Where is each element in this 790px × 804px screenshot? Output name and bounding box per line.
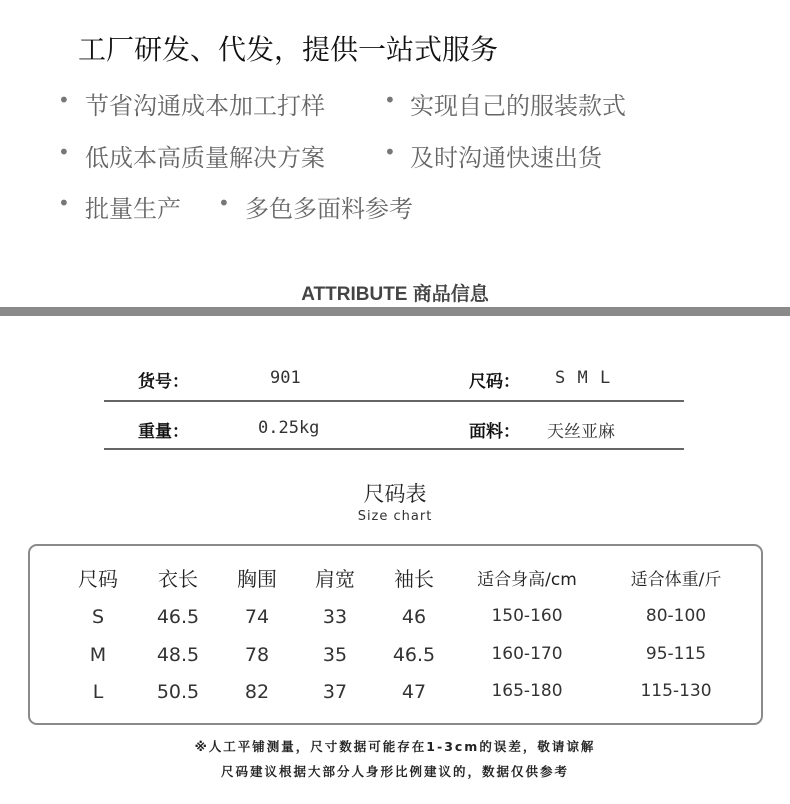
column-header: 尺码 <box>78 567 118 591</box>
size-chart-title: 尺码表 <box>363 482 427 506</box>
divider-bar <box>0 307 790 316</box>
feature-item: 多色多面料参考 <box>245 195 413 223</box>
attr-label: 货号： <box>138 372 189 392</box>
feature-item: 实现自己的服装款式 <box>410 92 626 120</box>
attr-value: 天丝亚麻 <box>547 422 615 442</box>
footnote: ※人工平铺测量，尺寸数据可能存在1-3cm的误差，敬请谅解 <box>194 739 596 754</box>
size-chart-subtitle: Size chart <box>357 509 433 524</box>
column-header: 肩宽 <box>315 567 355 591</box>
attr-value: 0.25kg <box>258 418 320 438</box>
divider-line <box>104 400 684 402</box>
feature-item: 及时沟通快速出货 <box>410 144 602 172</box>
table-cell: 80-100 <box>645 606 707 626</box>
column-header: 适合身高/cm <box>477 570 577 590</box>
attr-value: 901 <box>270 368 301 388</box>
table-cell: 82 <box>244 681 270 703</box>
table-cell: 48.5 <box>156 644 200 666</box>
feature-item: 批量生产 <box>85 195 181 223</box>
column-header: 适合体重/斤 <box>630 570 722 590</box>
divider-line <box>104 448 684 450</box>
feature-item: 节省沟通成本加工打样 <box>85 92 325 120</box>
table-cell: 35 <box>322 644 348 666</box>
feature-item: 低成本高质量解决方案 <box>85 144 325 172</box>
table-cell: L <box>92 681 104 703</box>
table-cell: 115-130 <box>640 681 712 701</box>
table-cell: 150-160 <box>491 606 563 626</box>
table-cell: 33 <box>322 606 348 628</box>
attr-label: 尺码： <box>469 372 520 392</box>
bullet-dot: • <box>58 191 70 215</box>
bullet-dot: • <box>58 140 70 164</box>
table-cell: 160-170 <box>491 644 563 664</box>
table-cell: 46 <box>401 606 427 628</box>
table-cell: 37 <box>322 681 348 703</box>
table-cell: 95-115 <box>645 644 707 664</box>
page-title: 工厂研发、代发，提供一站式服务 <box>78 33 499 66</box>
table-cell: 50.5 <box>156 681 200 703</box>
column-header: 衣长 <box>158 567 198 591</box>
bullet-dot: • <box>58 88 70 112</box>
table-cell: 47 <box>401 681 427 703</box>
footnote: 尺码建议根据大部分人身形比例建议的，数据仅供参考 <box>220 764 569 779</box>
column-header: 胸围 <box>237 567 277 591</box>
bullet-dot: • <box>384 88 396 112</box>
table-cell: S <box>91 606 105 628</box>
table-cell: 78 <box>244 644 270 666</box>
table-cell: 165-180 <box>491 681 563 701</box>
column-header: 袖长 <box>394 567 434 591</box>
attr-label: 重量： <box>138 422 189 442</box>
attribute-heading: ATTRIBUTE 商品信息 <box>301 284 489 305</box>
table-cell: 46.5 <box>156 606 200 628</box>
bullet-dot: • <box>384 140 396 164</box>
attr-value: S M L <box>555 368 611 388</box>
attr-label: 面料： <box>469 422 520 442</box>
table-cell: 46.5 <box>392 644 436 666</box>
table-cell: 74 <box>244 606 270 628</box>
bullet-dot: • <box>218 191 230 215</box>
table-cell: M <box>89 644 107 666</box>
